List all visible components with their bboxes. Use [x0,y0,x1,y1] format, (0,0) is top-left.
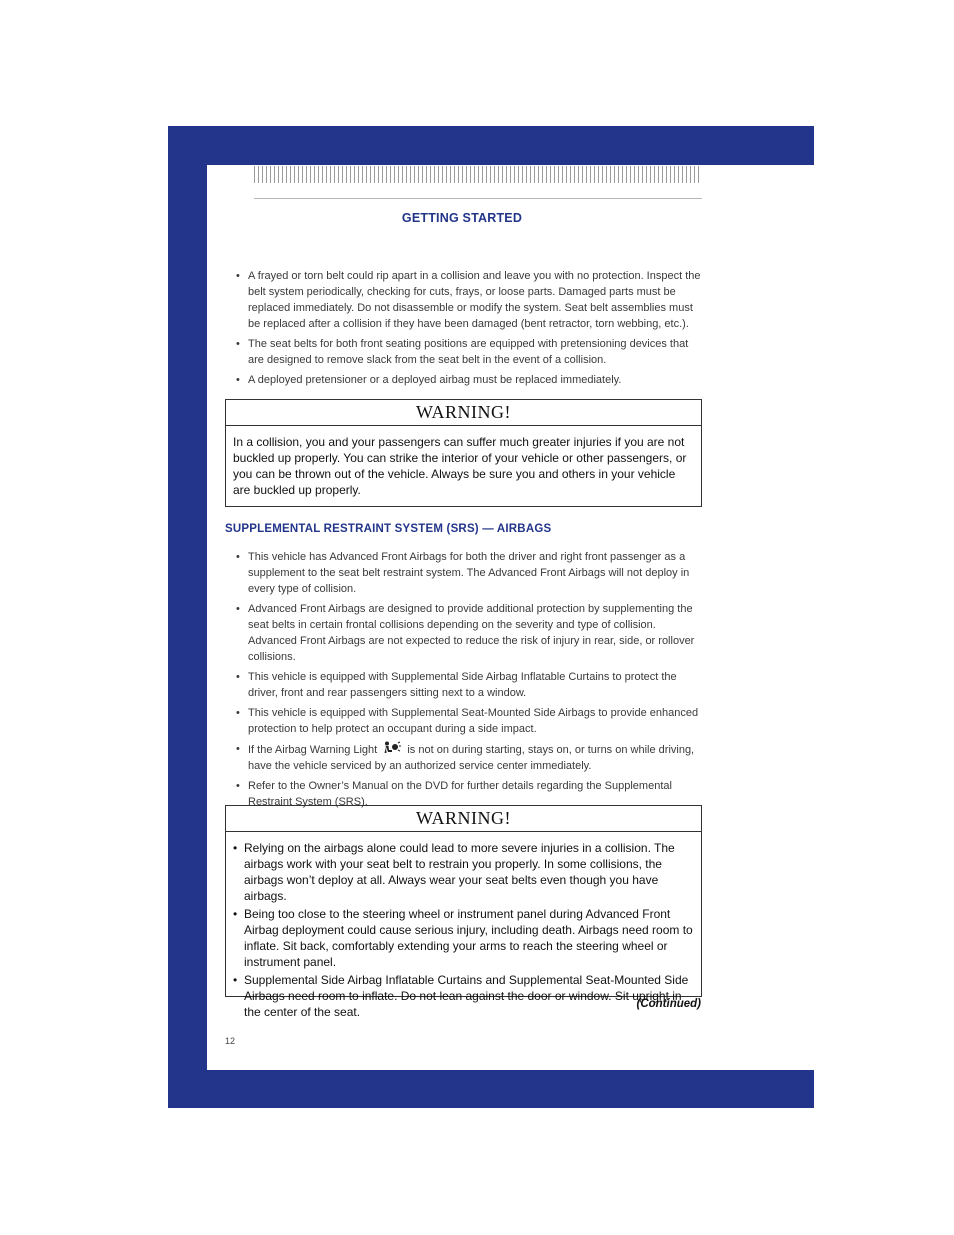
list-item-warning-light [236,741,702,774]
srs-bullet-list [236,549,702,814]
continued-note: (Continued) [636,998,701,1010]
list-item: • This vehicle is equipped with Supplemental Side Airbag Inflatable Curtains to protect the driver, front and rear passengers sitting next to a window. [236,669,702,701]
list-item: • A frayed or torn belt could rip apart in a collision and leave you with no protection. Inspect the belt system periodically, checking for cuts, frays, or loose parts. Damaged parts must be replaced immediately. Do not disassemble or modify the system. Seat belt assemblies must be replaced after a collision if they have been damaged (bent retractor, torn webbing, etc.). [236,268,702,332]
page-number: 12 [225,1036,236,1046]
header-rule [254,198,702,199]
page-frame-left [168,126,207,1108]
warning-text: In a collision, you and your passengers can suffer much greater injuries if you are not buckled up properly. You can strike the interior of your vehicle or other passengers, or you can be thrown out of the vehicle. Always be sure you and others in your vehicle are buckled up properly. [233,435,687,497]
list-item: • Advanced Front Airbags are designed to provide additional protection by supplementing the seat belts in certain frontal collisions depending on the severity and type of collision. Advanced Front Airbags are not expected to reduce the risk of injury in rear, side, or rollover collisions. [236,601,702,665]
warning-heading: WARNING! [226,400,701,426]
section-title: GETTING STARTED [401,211,523,225]
page-frame-top [168,126,814,165]
airbag-warning-icon [383,741,401,755]
list-item: • Refer to the Owner’s Manual on the DVD for further details regarding the Supplemental Restraint System (SRS). [236,778,702,810]
list-item: • A deployed pretensioner or a deployed airbag must be replaced immediately. [236,372,702,388]
list-item: • This vehicle is equipped with Supplemental Seat-Mounted Side Airbags to provide enhanced protection to help protect an occupant during a side impact. [236,705,702,737]
list-item: • This vehicle has Advanced Front Airbags for both the driver and right front passenger as a supplement to the seat belt restraint system. The Advanced Front Airbags will not deploy in every type of collision. [236,549,702,597]
warning-light-text-after: is not on during starting, stays on, or turns on while driving, have the vehicle serviced by an authorized service center immediately. [248,744,695,772]
seatbelt-bullet-list [236,268,702,392]
list-item: • Being too close to the steering wheel or instrument panel during Advanced Front Airbag deployment could cause serious injury, including death. Airbags need room to inflate. Sit back, comfortably extending your arms to reach the steering wheel or instrument panel. [233,906,694,970]
page-frame-bottom [168,1070,814,1108]
srs-section-title: SUPPLEMENTAL RESTRAINT SYSTEM (SRS) — AIRBAGS [225,523,552,535]
list-item: • The seat belts for both front seating positions are equipped with pretensioning devices that are designed to remove slack from the seat belt in the event of a collision. [236,336,702,368]
list-item: • Relying on the airbags alone could lead to more severe injuries in a collision. The airbags work with your seat belt to restrain you properly. In some collisions, the airbags won’t deploy at all. Always wear your seat belts even though you have airbags. [233,840,694,904]
warning-light-text-before: If the Airbag Warning Light [248,744,378,756]
warning-box-seatbelt [225,399,702,507]
header-tick-strip [254,166,702,183]
list-item: • Supplemental Side Airbag Inflatable Curtains and Supplemental Seat-Mounted Side Airbags need room to inflate. Do not lean against the door or window. Sit upright in the center of the seat. [233,972,694,1020]
warning-heading: WARNING! [226,806,701,832]
